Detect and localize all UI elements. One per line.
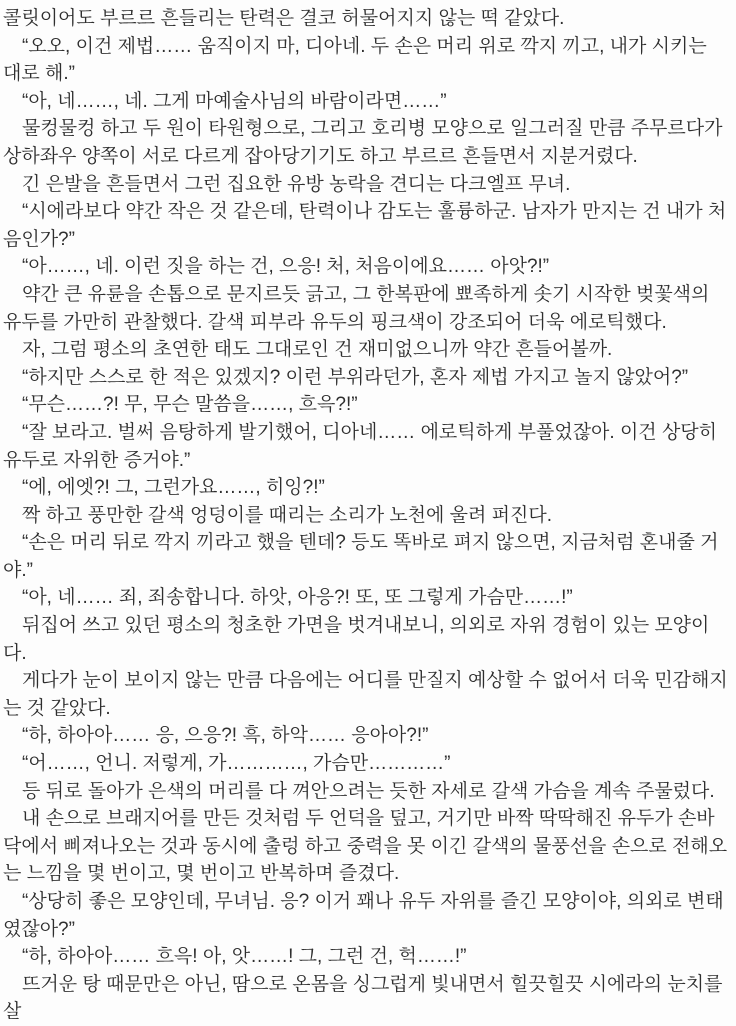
paragraph: 뒤집어 쓰고 있던 평소의 청초한 가면을 벗겨내보니, 의외로 자위 경험이 있는 모양이다. [3,615,710,664]
paragraph: “에, 에엣?! 그, 그런가요……, 히잉?!” [22,477,325,499]
paragraph: “하, 하아아…… 응, 으응?! 흑, 하악…… 응아아?!” [22,725,429,747]
paragraph: 긴 은발을 흔들면서 그런 집요한 유방 농락을 견디는 다크엘프 무녀. [22,173,571,195]
paragraph: “잘 보라고. 벌써 음탕하게 발기했어, 디아네…… 에로틱하게 부풀었잖아. 이건 상당히 유두로 자위한 증거야.” [3,421,718,471]
paragraph: “어……, 언니. 저렇게, 가…………, 가슴만…………” [22,753,451,775]
paragraph: 약간 큰 유륜을 손톱으로 문지르듯 긁고, 그 한복판에 뾰족하게 솟기 시작한 벚꽃색의 유두를 가만히 관찰했다. 갈색 피부라 유두의 핑크색이 강조되어 더욱 에로틱했다. [3,283,710,333]
paragraph: 물컹물컹 하고 두 원이 타원형으로, 그리고 호리병 모양으로 일그러질 만큼 주무르다가 상하좌우 양쪽이 서로 다르게 잡아당기기도 하고 부르르 흔들면서 지분거렸다. [3,118,723,167]
paragraph: “손은 머리 뒤로 깍지 끼라고 했을 텐데? 등도 똑바로 펴지 않으면, 지금처럼 혼내줄 거야.” [3,532,719,581]
paragraph: “아……, 네. 이런 짓을 하는 건, 으응! 처, 처음이에요…… 아앗?!” [22,256,550,278]
paragraph: “상당히 좋은 모양인데, 무녀님. 응? 이거 꽤나 유두 자위를 즐긴 모양이야, 의외로 변태였잖아?” [3,891,724,940]
paragraph: “하, 하아아…… 흐윽! 아, 앗……! 그, 그런 건, 헉……!” [22,946,467,968]
paragraph: 내 손으로 브래지어를 만든 것처럼 두 언덕을 덮고, 거기만 바짝 딱딱해진 유두가 손바닥에서 삐져나오는 것과 동시에 출렁 하고 중력을 못 이긴 갈색의 물풍선을 손으로 전해오는 느낌을 몇 번이고, 몇 번이고 반복하며 즐겼다. [3,808,728,885]
paragraph: 자, 그럼 평소의 초연한 태도 그대로인 건 재미없으니까 약간 흔들어볼까. [22,339,613,361]
paragraph: 게다가 눈이 보이지 않는 만큼 다음에는 어디를 만질지 예상할 수 없어서 더욱 민감해지는 것 같았다. [3,670,728,719]
paragraph: “시에라보다 약간 작은 것 같은데, 탄력이나 감도는 훌륭하군. 남자가 만지는 건 내가 처음인가?” [3,201,727,250]
paragraph: 짝 하고 풍만한 갈색 엉덩이를 때리는 소리가 노천에 울려 퍼진다. [22,504,552,526]
paragraph: “아, 네……, 네. 그게 마예술사님의 바람이라면……” [22,90,447,112]
paragraph: 등 뒤로 돌아가 은색의 머리를 다 껴안으려는 듯한 자세로 갈색 가슴을 계속 주물렀다. [22,780,715,802]
paragraph: “하지만 스스로 한 적은 있겠지? 이런 부위라던가, 혼자 제법 가지고 놀지 않았어?” [22,366,689,388]
paragraph: 뜨거운 탕 때문만은 아닌, 땀으로 온몸을 싱그럽게 빛내면서 힐끗힐끗 시에라의 눈치를 살 [3,973,723,1023]
paragraph: 콜릿이어도 부르르 흔들리는 탄력은 결코 허물어지지 않는 떡 같았다. [3,8,565,29]
paragraph: “아, 네…… 죄, 죄송합니다. 하앗, 아응?! 또, 또 그렇게 가슴만……!” [22,587,573,609]
paragraph: “무슨……?! 무, 무슨 말씀을……, 흐윽?!” [22,394,358,416]
paragraph: “오오, 이건 제법…… 움직이지 마, 디아네. 두 손은 머리 위로 깍지 끼고, 내가 시키는 대로 해.” [3,35,707,85]
